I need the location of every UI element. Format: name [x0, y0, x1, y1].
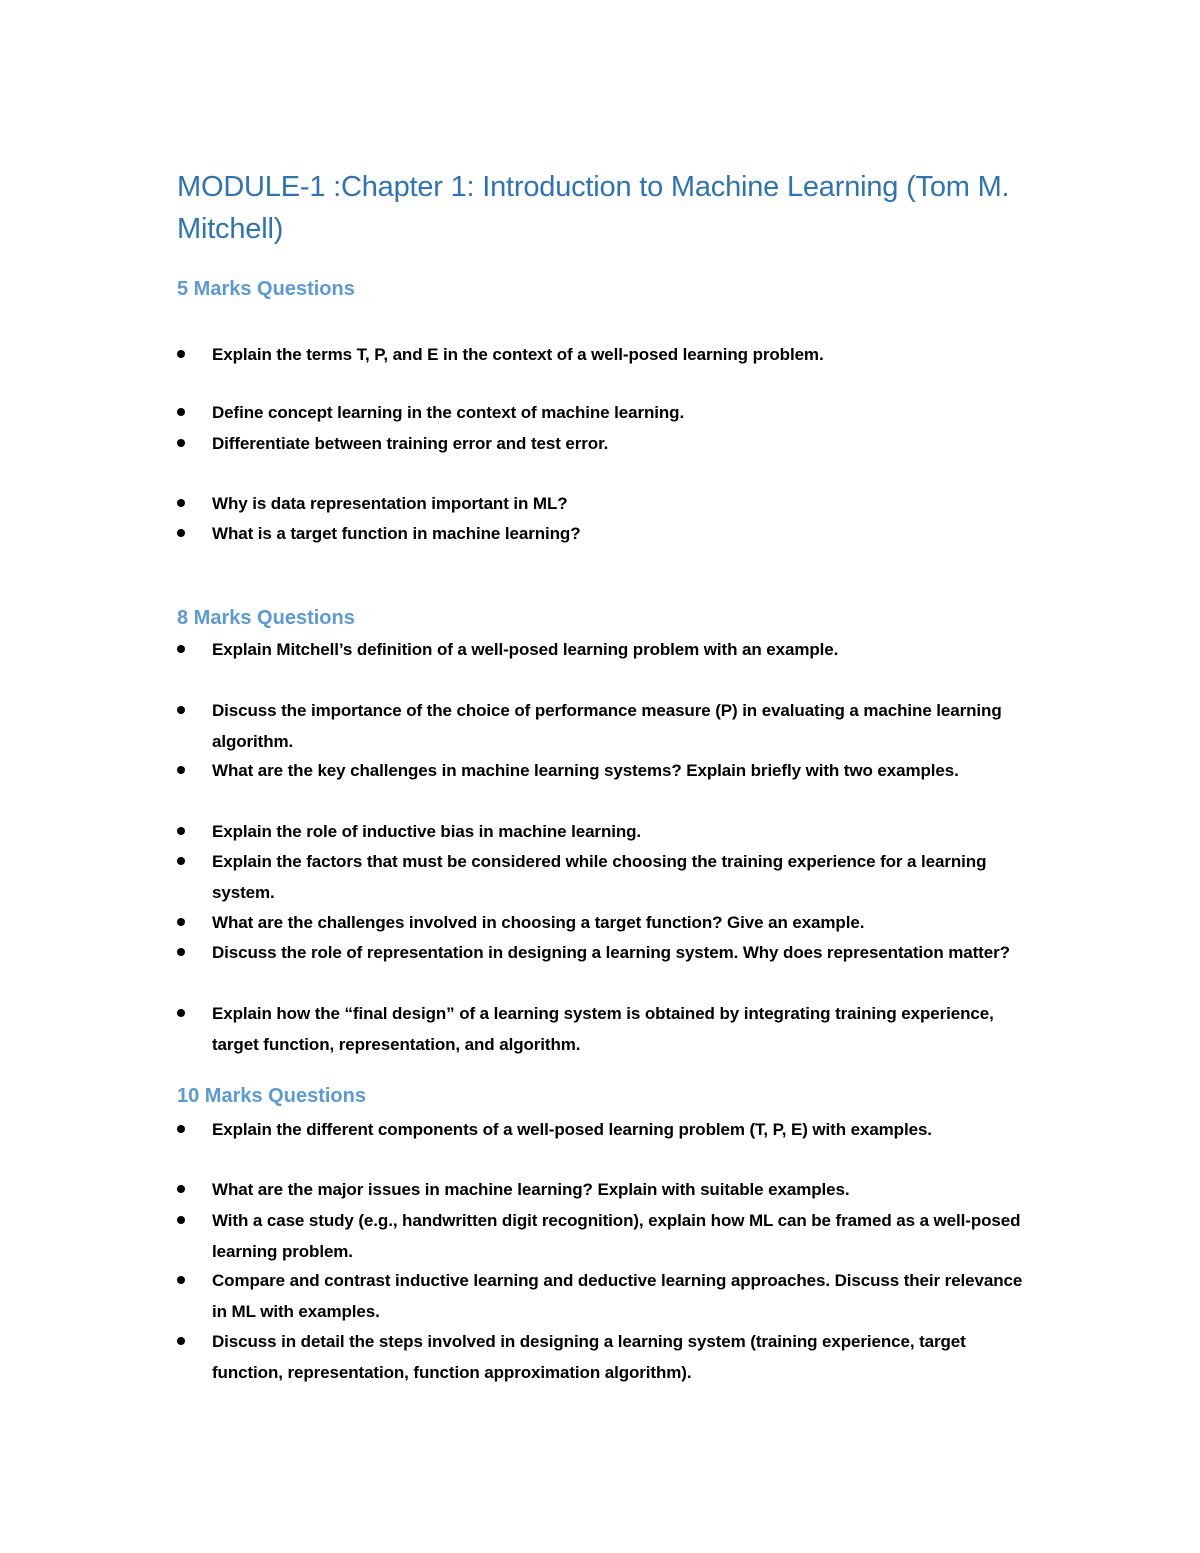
question-text: Define concept learning in the context of machine learning. — [212, 403, 685, 422]
question-text: Discuss the role of representation in designing a learning system. Why does representation matter? — [212, 943, 1010, 962]
bullet-icon — [177, 1216, 185, 1224]
question-text: Why is data representation important in ML? — [212, 494, 568, 513]
question-text: Explain the different components of a well-posed learning problem (T, P, E) with examples. — [212, 1120, 932, 1139]
question-text: What are the key challenges in machine learning systems? Explain briefly with two examples. — [212, 761, 959, 780]
bullet-icon — [177, 827, 185, 835]
question-text: What is a target function in machine learning? — [212, 524, 581, 543]
section-heading-8-marks: 8 Marks Questions — [177, 607, 355, 629]
bullet-icon — [177, 1009, 185, 1017]
bullet-icon — [177, 645, 185, 653]
question-text: Explain the role of inductive bias in machine learning. — [212, 822, 642, 841]
section-heading-10-marks: 10 Marks Questions — [177, 1085, 366, 1107]
question-text: Explain the terms T, P, and E in the context of a well-posed learning problem. — [212, 345, 824, 364]
question-text: What are the major issues in machine learning? Explain with suitable examples. — [212, 1180, 850, 1199]
question-text: Discuss the importance of the choice of performance measure (P) in evaluating a machine learning algorithm. — [212, 701, 1002, 751]
question-text: Discuss in detail the steps involved in designing a learning system (training experience, target function, representation, function approximation algorithm). — [212, 1332, 966, 1382]
bullet-icon — [177, 918, 185, 926]
bullet-icon — [177, 439, 185, 447]
bullet-icon — [177, 408, 185, 416]
question-text: What are the challenges involved in choosing a target function? Give an example. — [212, 913, 865, 932]
question-text: Differentiate between training error and test error. — [212, 434, 609, 453]
bullet-icon — [177, 1337, 185, 1345]
page-title: MODULE-1 :Chapter 1: Introduction to Machine Learning (Tom M. Mitchell) — [177, 171, 1010, 245]
bullet-icon — [177, 857, 185, 865]
bullet-icon — [177, 499, 185, 507]
bullet-icon — [177, 706, 185, 714]
question-text: Explain the factors that must be considered while choosing the training experience for a learning system. — [212, 852, 987, 902]
question-text: With a case study (e.g., handwritten digit recognition), explain how ML can be framed as a well-posed learning problem. — [212, 1211, 1021, 1261]
bullet-icon — [177, 948, 185, 956]
bullet-icon — [177, 766, 185, 774]
bullet-icon — [177, 1185, 185, 1193]
question-text: Explain how the “final design” of a learning system is obtained by integrating training experience, target function, representation, and algorithm. — [212, 1004, 994, 1054]
section-heading-5-marks: 5 Marks Questions — [177, 278, 355, 300]
bullet-icon — [177, 350, 185, 358]
bullet-icon — [177, 1125, 185, 1133]
bullet-icon — [177, 1276, 185, 1284]
question-text: Compare and contrast inductive learning and deductive learning approaches. Discuss their relevance in ML with examples. — [212, 1271, 1023, 1321]
question-text: Explain Mitchell’s definition of a well-posed learning problem with an example. — [212, 640, 839, 659]
bullet-icon — [177, 529, 185, 537]
